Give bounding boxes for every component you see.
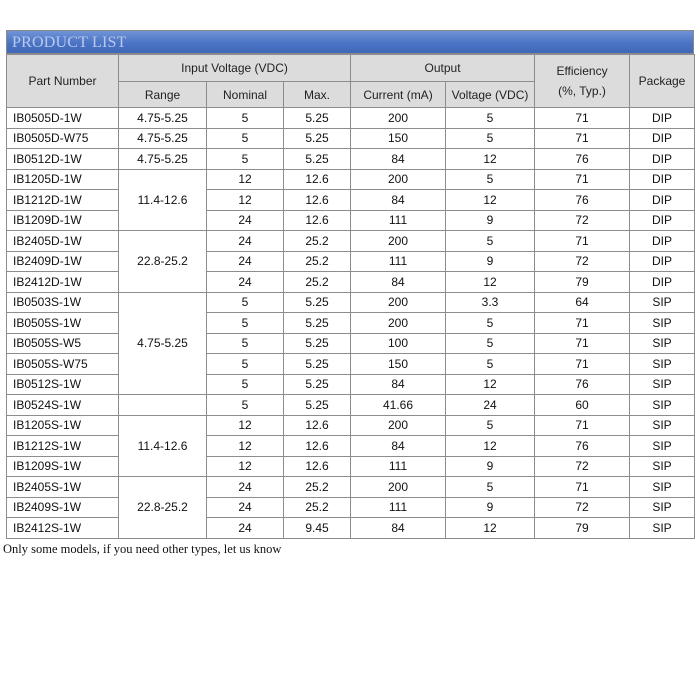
cell-current: 41.66 [351, 395, 446, 416]
cell-nominal: 5 [207, 108, 284, 129]
cell-efficiency: 76 [535, 190, 630, 211]
cell-max: 9.45 [284, 518, 351, 539]
table-row [7, 313, 695, 334]
table-row [7, 374, 695, 395]
cell-efficiency: 71 [535, 333, 630, 354]
cell-current: 84 [351, 518, 446, 539]
cell-nominal: 24 [207, 272, 284, 293]
table-row [7, 272, 695, 293]
cell-part-number: IB2409S-1W [7, 497, 119, 518]
cell-nominal: 5 [207, 374, 284, 395]
cell-efficiency: 71 [535, 108, 630, 129]
header-efficiency [535, 55, 630, 108]
cell-part-number: IB0505D-1W [7, 108, 119, 129]
cell-nominal: 5 [207, 354, 284, 375]
table-row [7, 169, 695, 190]
cell-max: 5.25 [284, 149, 351, 170]
cell-voltage: 5 [446, 333, 535, 354]
cell-current: 111 [351, 251, 446, 272]
header-max: Max. [284, 82, 351, 108]
table-row [7, 251, 695, 272]
cell-efficiency: 71 [535, 169, 630, 190]
cell-package: DIP [630, 149, 695, 170]
cell-package: SIP [630, 436, 695, 457]
cell-efficiency: 71 [535, 231, 630, 252]
table-row [7, 292, 695, 313]
cell-efficiency: 79 [535, 272, 630, 293]
cell-voltage: 9 [446, 456, 535, 477]
cell-voltage: 12 [446, 374, 535, 395]
cell-part-number: IB0505D-W75 [7, 128, 119, 149]
cell-nominal: 12 [207, 456, 284, 477]
table-row [7, 128, 695, 149]
cell-max: 25.2 [284, 497, 351, 518]
cell-max: 25.2 [284, 477, 351, 498]
cell-current: 100 [351, 333, 446, 354]
cell-range: 4.75-5.25 [119, 149, 207, 170]
cell-nominal: 12 [207, 190, 284, 211]
cell-voltage: 5 [446, 354, 535, 375]
cell-voltage: 9 [446, 251, 535, 272]
cell-nominal: 24 [207, 518, 284, 539]
cell-package: DIP [630, 190, 695, 211]
cell-package: DIP [630, 251, 695, 272]
cell-package: SIP [630, 354, 695, 375]
cell-max: 5.25 [284, 354, 351, 375]
table-row [7, 497, 695, 518]
cell-max: 12.6 [284, 169, 351, 190]
cell-part-number: IB0505S-1W [7, 313, 119, 334]
cell-nominal: 24 [207, 497, 284, 518]
cell-package: SIP [630, 497, 695, 518]
cell-nominal: 24 [207, 477, 284, 498]
cell-max: 5.25 [284, 292, 351, 313]
cell-part-number: IB2412D-1W [7, 272, 119, 293]
cell-part-number: IB1205S-1W [7, 415, 119, 436]
header-efficiency-line2: (%, Typ.) [558, 84, 606, 98]
cell-efficiency: 72 [535, 251, 630, 272]
header-efficiency-line1: Efficiency [556, 64, 608, 78]
cell-max: 12.6 [284, 210, 351, 231]
cell-max: 5.25 [284, 374, 351, 395]
table-row [7, 190, 695, 211]
cell-current: 200 [351, 231, 446, 252]
table-row [7, 231, 695, 252]
table-row [7, 395, 695, 416]
header-output: Output [351, 55, 535, 82]
cell-range-group: 22.8-25.2 [119, 231, 207, 293]
cell-voltage: 5 [446, 128, 535, 149]
cell-voltage: 12 [446, 190, 535, 211]
cell-part-number: IB0524S-1W [7, 395, 119, 416]
cell-nominal: 5 [207, 149, 284, 170]
cell-part-number: IB0512S-1W [7, 374, 119, 395]
cell-nominal: 12 [207, 415, 284, 436]
cell-part-number: IB2405S-1W [7, 477, 119, 498]
cell-efficiency: 71 [535, 415, 630, 436]
cell-max: 12.6 [284, 415, 351, 436]
cell-package: DIP [630, 108, 695, 129]
cell-package: SIP [630, 292, 695, 313]
cell-voltage: 12 [446, 272, 535, 293]
cell-current: 111 [351, 210, 446, 231]
cell-range: 4.75-5.25 [119, 128, 207, 149]
cell-nominal: 5 [207, 333, 284, 354]
cell-part-number: IB1212S-1W [7, 436, 119, 457]
cell-package: SIP [630, 456, 695, 477]
cell-efficiency: 64 [535, 292, 630, 313]
cell-current: 84 [351, 374, 446, 395]
cell-current: 84 [351, 149, 446, 170]
table-row [7, 456, 695, 477]
cell-current: 200 [351, 313, 446, 334]
cell-nominal: 5 [207, 313, 284, 334]
header-voltage: Voltage (VDC) [446, 82, 535, 108]
cell-efficiency: 76 [535, 374, 630, 395]
cell-range-group: 11.4-12.6 [119, 415, 207, 477]
cell-nominal: 12 [207, 436, 284, 457]
cell-current: 84 [351, 272, 446, 293]
cell-voltage: 5 [446, 415, 535, 436]
cell-max: 12.6 [284, 190, 351, 211]
table-row [7, 149, 695, 170]
cell-part-number: IB1205D-1W [7, 169, 119, 190]
cell-max: 5.25 [284, 108, 351, 129]
cell-voltage: 12 [446, 518, 535, 539]
cell-package: SIP [630, 374, 695, 395]
cell-efficiency: 72 [535, 210, 630, 231]
cell-range [119, 395, 207, 416]
cell-nominal: 24 [207, 210, 284, 231]
cell-nominal: 5 [207, 292, 284, 313]
cell-voltage: 5 [446, 313, 535, 334]
cell-package: DIP [630, 169, 695, 190]
cell-part-number: IB0505S-W5 [7, 333, 119, 354]
cell-current: 200 [351, 292, 446, 313]
table-row [7, 333, 695, 354]
cell-part-number: IB2412S-1W [7, 518, 119, 539]
cell-efficiency: 76 [535, 436, 630, 457]
cell-nominal: 5 [207, 128, 284, 149]
cell-max: 25.2 [284, 231, 351, 252]
cell-package: SIP [630, 415, 695, 436]
cell-current: 150 [351, 128, 446, 149]
cell-efficiency: 76 [535, 149, 630, 170]
cell-package: SIP [630, 395, 695, 416]
cell-voltage: 12 [446, 149, 535, 170]
cell-voltage: 3.3 [446, 292, 535, 313]
header-nominal: Nominal [207, 82, 284, 108]
cell-package: DIP [630, 210, 695, 231]
cell-efficiency: 60 [535, 395, 630, 416]
cell-part-number: IB0505S-W75 [7, 354, 119, 375]
cell-nominal: 24 [207, 231, 284, 252]
cell-range-group: 4.75-5.25 [119, 292, 207, 395]
table-row [7, 210, 695, 231]
cell-part-number: IB1212D-1W [7, 190, 119, 211]
cell-voltage: 5 [446, 477, 535, 498]
cell-current: 200 [351, 108, 446, 129]
cell-part-number: IB1209D-1W [7, 210, 119, 231]
cell-efficiency: 71 [535, 128, 630, 149]
cell-current: 111 [351, 497, 446, 518]
cell-efficiency: 71 [535, 313, 630, 334]
cell-max: 12.6 [284, 436, 351, 457]
cell-max: 5.25 [284, 313, 351, 334]
cell-max: 5.25 [284, 395, 351, 416]
cell-nominal: 24 [207, 251, 284, 272]
table-row [7, 415, 695, 436]
cell-range-group: 11.4-12.6 [119, 169, 207, 231]
table-row [7, 354, 695, 375]
product-list-banner [6, 30, 694, 54]
cell-current: 200 [351, 415, 446, 436]
cell-part-number: IB0503S-1W [7, 292, 119, 313]
product-table [6, 54, 695, 539]
cell-nominal: 12 [207, 169, 284, 190]
cell-package: SIP [630, 333, 695, 354]
cell-max: 5.25 [284, 128, 351, 149]
cell-efficiency: 72 [535, 456, 630, 477]
cell-current: 150 [351, 354, 446, 375]
cell-package: SIP [630, 477, 695, 498]
cell-voltage: 5 [446, 169, 535, 190]
cell-max: 25.2 [284, 251, 351, 272]
header-input-voltage: Input Voltage (VDC) [119, 55, 351, 82]
cell-current: 84 [351, 436, 446, 457]
cell-efficiency: 71 [535, 354, 630, 375]
cell-voltage: 9 [446, 210, 535, 231]
cell-max: 5.25 [284, 333, 351, 354]
header-package: Package [630, 55, 695, 108]
cell-voltage: 5 [446, 108, 535, 129]
cell-range: 4.75-5.25 [119, 108, 207, 129]
cell-voltage: 9 [446, 497, 535, 518]
table-row [7, 518, 695, 539]
cell-part-number: IB2409D-1W [7, 251, 119, 272]
cell-package: SIP [630, 518, 695, 539]
cell-efficiency: 72 [535, 497, 630, 518]
cell-package: DIP [630, 231, 695, 252]
cell-efficiency: 71 [535, 477, 630, 498]
cell-range-group: 22.8-25.2 [119, 477, 207, 539]
footer-note: Only some models, if you need other types, let us know [3, 542, 282, 556]
table-row [7, 436, 695, 457]
cell-max: 12.6 [284, 456, 351, 477]
cell-current: 84 [351, 190, 446, 211]
cell-part-number: IB0512D-1W [7, 149, 119, 170]
cell-package: DIP [630, 128, 695, 149]
cell-voltage: 24 [446, 395, 535, 416]
cell-package: DIP [630, 272, 695, 293]
cell-part-number: IB2405D-1W [7, 231, 119, 252]
cell-current: 200 [351, 477, 446, 498]
cell-part-number: IB1209S-1W [7, 456, 119, 477]
cell-voltage: 12 [446, 436, 535, 457]
banner-title: PRODUCT LIST [12, 34, 127, 51]
cell-efficiency: 79 [535, 518, 630, 539]
table-row [7, 477, 695, 498]
header-current: Current (mA) [351, 82, 446, 108]
cell-current: 200 [351, 169, 446, 190]
cell-voltage: 5 [446, 231, 535, 252]
cell-max: 25.2 [284, 272, 351, 293]
cell-nominal: 5 [207, 395, 284, 416]
header-range: Range [119, 82, 207, 108]
cell-current: 111 [351, 456, 446, 477]
cell-package: SIP [630, 313, 695, 334]
table-row [7, 108, 695, 129]
product-list [6, 30, 694, 539]
header-part-number: Part Number [7, 55, 119, 108]
